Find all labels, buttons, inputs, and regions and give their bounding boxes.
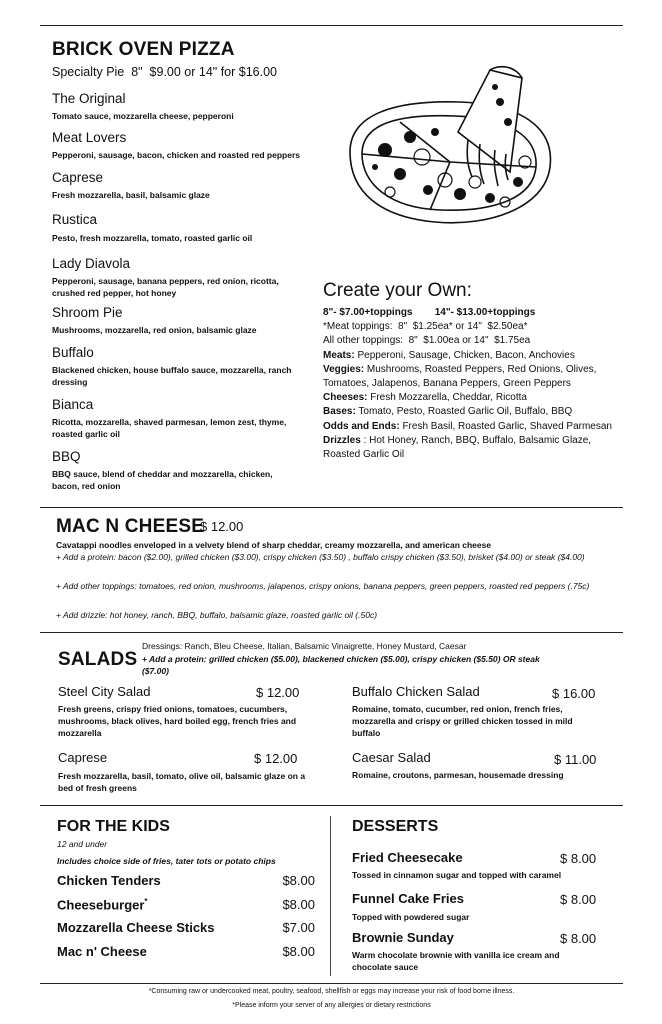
divider [40, 507, 623, 508]
kids-item-mark: * [144, 897, 148, 906]
pizza-item-name: Caprese [52, 170, 104, 185]
salad-price: $ 16.00 [552, 686, 596, 701]
kids-age: 12 and under [57, 839, 108, 849]
drizzles-line [323, 434, 623, 462]
meat-topping-pricing: *Meat toppings: 8" $1.25ea* or 14" $2.50ea* [323, 321, 528, 333]
pizza-item-name: BBQ [52, 449, 81, 464]
pizza-item-desc: Blackened chicken, house buffalo sauce, mozzarella, ranch dressing [52, 365, 292, 387]
kids-item-price: $8.00 [282, 944, 315, 959]
cheeses-label: Cheeses: [323, 392, 368, 404]
pizza-item-name: Lady Diavola [52, 256, 131, 271]
bases-list: Tomato, Pesto, Roasted Garlic Oil, Buffalo, BBQ [355, 406, 573, 418]
kids-item-name: Cheeseburger [57, 897, 145, 913]
salad-price: $ 11.00 [554, 752, 597, 767]
cheeses-line [323, 391, 623, 405]
mac-protein: + Add a protein: bacon ($2.00), grilled chicken ($3.00), crispy chicken ($3.50) , buffalo crispy chicken ($3.50), brisket ($4.00) or steak ($4.00) [56, 552, 585, 562]
salad-price: $ 12.00 [256, 685, 300, 700]
pizza-item-name: The Original [52, 91, 126, 106]
odds-line [323, 420, 623, 434]
kids-item [57, 873, 315, 888]
kids-title: FOR THE KIDS [57, 818, 170, 835]
create-own-block [323, 306, 623, 462]
salad-desc: Fresh greens, crispy fried onions, tomatoes, cucumbers, mushrooms, black olives, hard boiled egg, french fries and mozzarella [58, 704, 297, 738]
pizza-item-desc: Pepperoni, sausage, bacon, chicken and roasted red peppers [52, 150, 300, 160]
pizza-item-desc: BBQ sauce, blend of cheddar and mozzarella, chicken, bacon, red onion [52, 469, 273, 491]
vertical-divider [330, 816, 331, 976]
salad-desc: Romaine, tomato, cucumber, red onion, french fries, mozzarella and crispy or grilled chicken tossed in mild buffalo [352, 704, 573, 738]
divider [40, 983, 623, 984]
dessert-desc: Topped with powdered sugar [352, 912, 470, 922]
footer-allergy-note: *Please inform your server of any allergies or dietary restrictions [232, 1002, 431, 1009]
dessert-name: Funnel Cake Fries [352, 891, 464, 906]
pizza-item-name: Meat Lovers [52, 130, 127, 145]
divider [40, 632, 623, 633]
kids-item-price: $8.00 [282, 897, 315, 912]
kids-item [57, 944, 315, 959]
dessert-price: $ 8.00 [560, 892, 597, 907]
dessert-price: $ 8.00 [560, 851, 597, 866]
drizzles-list: : Hot Honey, Ranch, BBQ, Buffalo, Balsamic Glaze, Roasted Garlic Oil [323, 434, 592, 461]
kids-item-name: Mac n' Cheese [57, 944, 147, 959]
kids-item-name: Chicken Tenders [57, 873, 161, 888]
salad-protein: + Add a protein: grilled chicken ($5.00), blackened chicken ($5.00), crispy chicken ($5.50) OR steak ($7.00) [142, 654, 540, 676]
odds-label: Odds and Ends: [323, 420, 400, 432]
kids-item-price: $8.00 [282, 873, 315, 888]
salad-name: Steel City Salad [58, 684, 151, 699]
desserts-title: DESSERTS [352, 818, 439, 835]
create-own-title: Create your Own: [323, 280, 472, 301]
mac-drizzle: + Add drizzle: hot honey, ranch, BBQ, buffalo, balsamic glaze, roasted garlic oil (.50c) [56, 610, 378, 620]
kids-item [57, 897, 315, 912]
salad-name: Buffalo Chicken Salad [352, 684, 480, 699]
cheeses-list: Fresh Mozzarella, Cheddar, Ricotta [367, 392, 527, 404]
salad-dressings: Dressings: Ranch, Bleu Cheese, Italian, Balsamic Vinaigrette, Honey Mustard, Caesar [142, 641, 467, 651]
pizza-item-desc: Mushrooms, mozzarella, red onion, balsamic glaze [52, 325, 257, 335]
specialty-pricing: Specialty Pie 8" $9.00 or 14" for $16.00 [52, 65, 277, 79]
pizza-title: BRICK OVEN PIZZA [52, 39, 235, 60]
meats-line [323, 349, 623, 363]
odds-list: Fresh Basil, Roasted Garlic, Shaved Parmesan [399, 420, 612, 432]
other-topping-pricing: All other toppings: 8" $1.00ea or 14" $1.75ea [323, 335, 531, 347]
pizza-item-desc: Tomato sauce, mozzarella cheese, pepperoni [52, 111, 234, 121]
pizza-item-name: Buffalo [52, 345, 94, 360]
kids-item-name: Mozzarella Cheese Sticks [57, 920, 215, 935]
bases-line [323, 405, 623, 419]
pizza-item-desc: Ricotta, mozzarella, shaved parmesan, lemon zest, thyme, roasted garlic oil [52, 417, 287, 439]
drizzles-label: Drizzles [323, 434, 361, 446]
mac-price: $ 12.00 [200, 519, 244, 534]
pizza-illustration [340, 62, 562, 232]
meats-list: Pepperoni, Sausage, Chicken, Bacon, Anchovies [354, 349, 575, 361]
salad-price: $ 12.00 [254, 751, 298, 766]
kids-item-price: $7.00 [282, 920, 315, 935]
divider [40, 805, 623, 806]
pizza-item-name: Bianca [52, 397, 94, 412]
veggies-line [323, 363, 623, 391]
pizza-item-name: Rustica [52, 212, 98, 227]
mac-desc: Cavatappi noodles enveloped in a velvety blend of sharp cheddar, creamy mozzarella, and american cheese [56, 540, 492, 550]
kids-note: Includes choice side of fries, tater tots or potato chips [57, 856, 276, 866]
salad-name: Caesar Salad [352, 750, 431, 765]
bases-label: Bases: [323, 406, 356, 418]
top-divider [40, 25, 623, 26]
dessert-desc: Warm chocolate brownie with vanilla ice cream and chocolate sauce [352, 950, 560, 972]
pizza-item-desc: Pepperoni, sausage, banana peppers, red onion, ricotta, crushed red pepper, hot honey [52, 276, 279, 298]
meats-label: Meats: [323, 349, 355, 361]
base-pricing: 8"- $7.00+toppings 14"- $13.00+toppings [323, 307, 536, 318]
pizza-item-desc: Fresh mozzarella, basil, balsamic glaze [52, 190, 210, 200]
salad-desc: Fresh mozzarella, basil, tomato, olive oil, balsamic glaze on a bed of fresh greens [58, 771, 306, 793]
salad-name: Caprese [58, 750, 108, 765]
pizza-item-desc: Pesto, fresh mozzarella, tomato, roasted garlic oil [52, 233, 253, 243]
veggies-list: Mushrooms, Roasted Peppers, Red Onions, Olives, Tomatoes, Jalapenos, Banana Peppers, Green Peppers [323, 363, 597, 390]
veggies-label: Veggies: [323, 363, 365, 375]
dessert-price: $ 8.00 [560, 931, 597, 946]
mac-toppings: + Add other toppings: tomatoes, red onion, mushrooms, jalapenos, crispy onions, banana peppers, green peppers, roasted red peppers (.75c) [56, 581, 590, 591]
mac-title: MAC N CHEESE [56, 516, 205, 537]
salads-title: SALADS [58, 649, 138, 670]
dessert-desc: Tossed in cinnamon sugar and topped with caramel [352, 870, 562, 880]
dessert-name: Brownie Sunday [352, 930, 454, 945]
dessert-name: Fried Cheesecake [352, 850, 463, 865]
pizza-item-name: Shroom Pie [52, 305, 123, 320]
footer-disclaimer: *Consuming raw or undercooked meat, poultry, seafood, shellfish or eggs may increase your risk of food borne illness. [148, 988, 515, 995]
salad-desc: Romaine, croutons, parmesan, housemade dressing [352, 770, 564, 780]
kids-item [57, 920, 315, 935]
